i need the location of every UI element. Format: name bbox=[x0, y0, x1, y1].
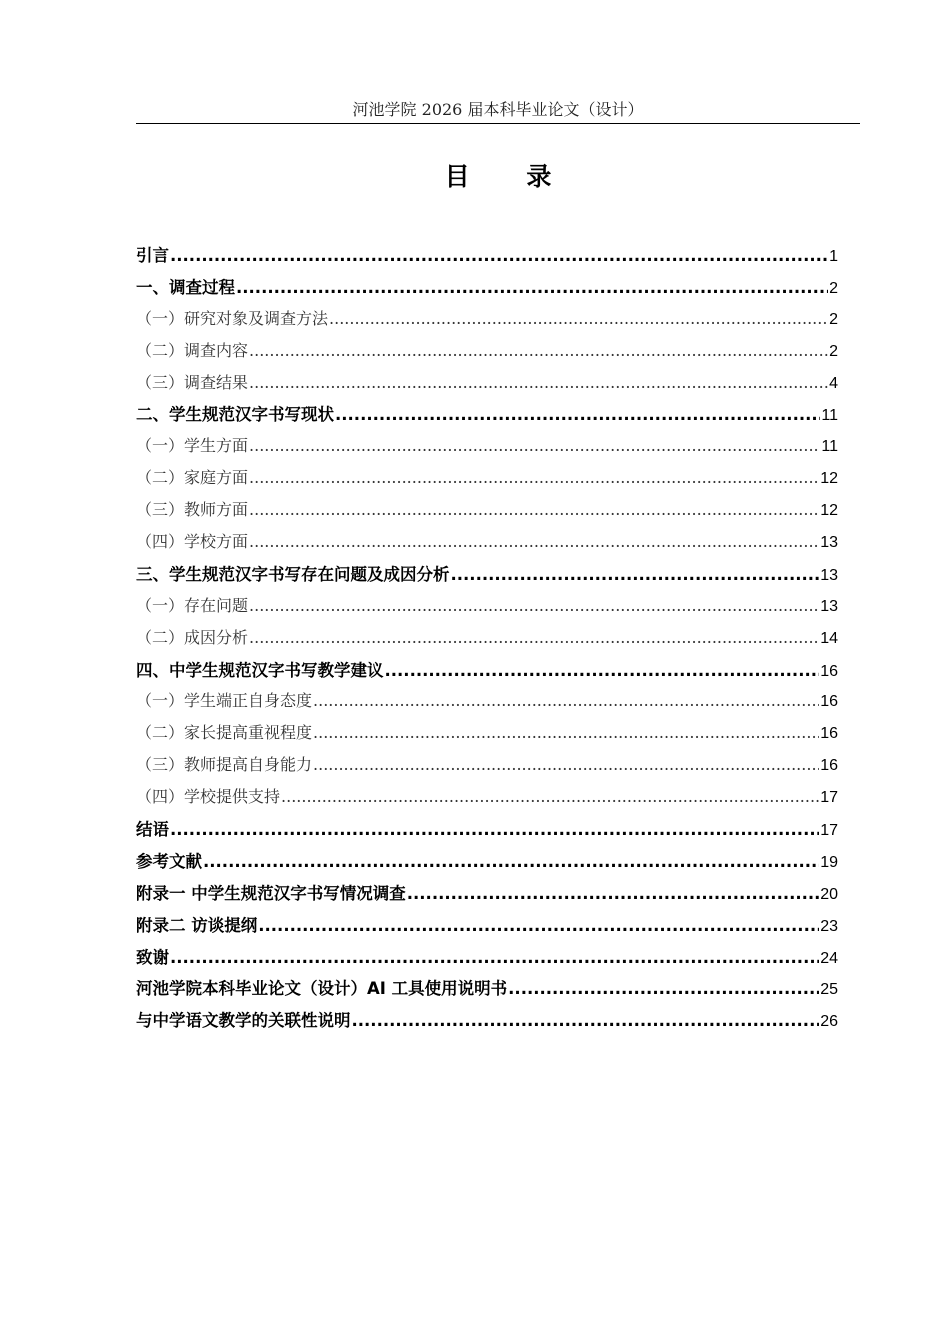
dot-leader bbox=[385, 661, 820, 680]
dot-leader bbox=[249, 532, 819, 551]
dot-leader bbox=[249, 468, 819, 487]
dot-leader bbox=[508, 979, 819, 998]
dot-leader bbox=[170, 246, 828, 265]
toc-entry[interactable] bbox=[136, 338, 838, 370]
toc-entry-page-number: 17 bbox=[820, 822, 838, 840]
dot-leader bbox=[258, 916, 819, 935]
toc-entry[interactable] bbox=[136, 848, 838, 880]
dot-leader bbox=[313, 755, 819, 774]
toc-entry-label: 致谢 bbox=[136, 947, 169, 967]
toc-entry-page-number: 4 bbox=[829, 374, 838, 392]
dot-leader bbox=[313, 723, 819, 742]
toc-entry-label: （四）学校提供支持 bbox=[136, 787, 281, 807]
toc-entry[interactable] bbox=[136, 784, 838, 816]
toc-entry-page-number: 13 bbox=[820, 597, 838, 615]
dot-leader bbox=[249, 628, 819, 647]
toc-entry-page-number: 16 bbox=[820, 757, 838, 775]
toc-entry-page-number: 26 bbox=[820, 1013, 838, 1031]
toc-entry-label: （三）调查结果 bbox=[136, 372, 249, 392]
toc-entry[interactable] bbox=[136, 880, 838, 912]
toc-entry[interactable] bbox=[136, 497, 838, 529]
toc-entry-page-number: 25 bbox=[820, 981, 838, 999]
toc-entry-page-number: 1 bbox=[829, 248, 838, 265]
toc-entry-label: 河池学院本科毕业论文（设计）AI 工具使用说明书 bbox=[136, 979, 508, 999]
toc-entry-page-number: 2 bbox=[829, 310, 838, 328]
dot-leader bbox=[249, 373, 828, 392]
toc-entry-label: 引言 bbox=[136, 246, 169, 265]
toc-entry-page-number: 13 bbox=[820, 534, 838, 552]
toc-entry-label: （二）家长提高重视程度 bbox=[136, 723, 313, 743]
dot-leader bbox=[407, 884, 819, 903]
dot-leader bbox=[281, 787, 819, 806]
toc-title: 目 录 bbox=[444, 162, 576, 191]
toc-entry-label: 四、中学生规范汉字书写教学建议 bbox=[136, 660, 384, 680]
toc-entry-label: （二）调查内容 bbox=[136, 340, 249, 360]
toc-entry[interactable] bbox=[136, 433, 838, 465]
dot-leader bbox=[249, 500, 819, 519]
dot-leader bbox=[313, 691, 819, 710]
toc-entry[interactable] bbox=[136, 561, 838, 593]
toc-entry[interactable] bbox=[136, 306, 838, 338]
dot-leader bbox=[249, 596, 819, 615]
dot-leader bbox=[170, 948, 819, 967]
toc-entry[interactable] bbox=[136, 975, 838, 1007]
toc-entry-page-number: 19 bbox=[820, 853, 838, 871]
toc-entry[interactable] bbox=[136, 912, 838, 944]
toc-entry-page-number: 24 bbox=[820, 949, 838, 967]
toc-entry-label: 三、学生规范汉字书写存在问题及成因分析 bbox=[136, 564, 450, 584]
toc-entry-page-number: 16 bbox=[820, 693, 838, 711]
running-header: 河池学院 2026 届本科毕业论文（设计） bbox=[352, 100, 644, 119]
toc-entry-label: （四）学校方面 bbox=[136, 532, 249, 552]
header-rule bbox=[136, 123, 860, 124]
dot-leader bbox=[335, 405, 820, 424]
table-of-contents bbox=[136, 242, 838, 1039]
toc-entry-label: 二、学生规范汉字书写现状 bbox=[136, 405, 334, 425]
toc-entry-label: （一）学生方面 bbox=[136, 436, 249, 456]
toc-entry-page-number: 2 bbox=[829, 279, 838, 297]
toc-entry-page-number: 23 bbox=[820, 917, 838, 935]
toc-entry-page-number: 11 bbox=[821, 438, 838, 456]
toc-entry-label: （一）研究对象及调查方法 bbox=[136, 308, 329, 328]
toc-entry[interactable] bbox=[136, 274, 838, 306]
toc-entry-label: （一）学生端正自身态度 bbox=[136, 691, 313, 711]
toc-entry[interactable] bbox=[136, 720, 838, 752]
toc-entry-page-number: 20 bbox=[820, 885, 838, 903]
toc-entry[interactable] bbox=[136, 625, 838, 657]
toc-entry-label: （三）教师方面 bbox=[136, 500, 249, 520]
toc-entry-label: （一）存在问题 bbox=[136, 595, 249, 615]
toc-entry-label: （二）成因分析 bbox=[136, 627, 249, 647]
toc-entry-page-number: 14 bbox=[820, 629, 838, 647]
toc-entry-label: 附录一 中学生规范汉字书写情况调查 bbox=[136, 883, 406, 903]
toc-entry[interactable] bbox=[136, 593, 838, 625]
dot-leader bbox=[249, 436, 820, 455]
dot-leader bbox=[352, 1011, 820, 1030]
toc-entry[interactable] bbox=[136, 1007, 838, 1039]
toc-entry-page-number: 16 bbox=[820, 662, 838, 680]
toc-entry[interactable] bbox=[136, 465, 838, 497]
toc-entry-label: （三）教师提高自身能力 bbox=[136, 755, 313, 775]
toc-entry[interactable] bbox=[136, 242, 838, 274]
toc-entry-label: 一、调查过程 bbox=[136, 277, 235, 297]
toc-entry-label: 结语 bbox=[136, 820, 169, 840]
dot-leader bbox=[329, 309, 828, 328]
toc-entry-label: 与中学语文教学的关联性说明 bbox=[136, 1011, 351, 1031]
toc-entry-page-number: 12 bbox=[820, 502, 838, 520]
dot-leader bbox=[236, 278, 828, 297]
dot-leader bbox=[451, 565, 820, 584]
toc-entry-label: （二）家庭方面 bbox=[136, 468, 249, 488]
toc-entry-page-number: 16 bbox=[820, 725, 838, 743]
toc-entry[interactable] bbox=[136, 401, 838, 433]
toc-entry[interactable] bbox=[136, 816, 838, 848]
toc-entry-label: 参考文献 bbox=[136, 851, 202, 871]
toc-entry-label: 附录二 访谈提纲 bbox=[136, 915, 258, 935]
toc-entry-page-number: 11 bbox=[821, 407, 838, 425]
toc-entry[interactable] bbox=[136, 657, 838, 689]
toc-entry-page-number: 2 bbox=[829, 342, 838, 360]
toc-entry-page-number: 13 bbox=[820, 566, 838, 584]
dot-leader bbox=[170, 820, 819, 839]
toc-entry-page-number: 17 bbox=[820, 789, 838, 807]
toc-entry[interactable] bbox=[136, 370, 838, 402]
dot-leader bbox=[203, 852, 819, 871]
dot-leader bbox=[249, 341, 828, 360]
toc-entry[interactable] bbox=[136, 529, 838, 561]
toc-entry[interactable] bbox=[136, 944, 838, 976]
toc-entry[interactable] bbox=[136, 688, 838, 720]
toc-entry[interactable] bbox=[136, 752, 838, 784]
toc-entry-page-number: 12 bbox=[820, 470, 838, 488]
